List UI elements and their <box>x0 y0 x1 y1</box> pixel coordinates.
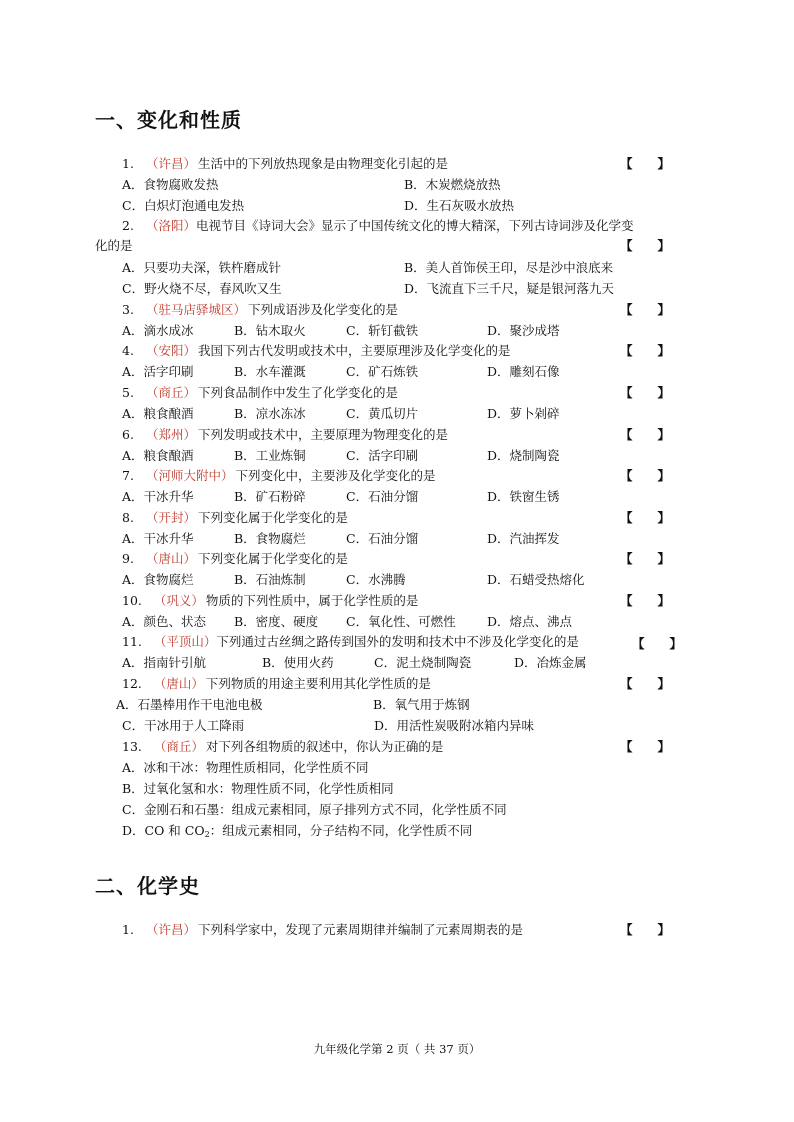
option-c: C．斩钉截铁 <box>346 323 419 338</box>
question-text-continued: 化的是 <box>95 238 133 253</box>
option-b: B．密度、硬度 <box>234 614 319 629</box>
option-a: A．活字印刷 <box>122 364 194 379</box>
question-text: 下列通过古丝绸之路传到国外的发明和技术中不涉及化学变化的是 <box>216 634 579 649</box>
question-source: （许昌） <box>145 156 196 171</box>
answer-bracket: 【 】 <box>619 302 670 317</box>
question-source: （平顶山） <box>153 634 217 649</box>
question-text: 对下列各组物质的叙述中，你认为正确的是 <box>205 739 444 754</box>
option-c: C．水沸腾 <box>346 572 406 587</box>
question-6 <box>122 427 670 443</box>
question-8 <box>122 510 670 526</box>
option-d: D．雕刻石像 <box>487 364 560 379</box>
question-7 <box>122 468 670 484</box>
question-number: 3. <box>122 302 134 317</box>
question-text: 下列变化属于化学变化的是 <box>197 551 348 566</box>
option-b: B．美人首饰侯王印，尽是沙中浪底来 <box>404 260 614 275</box>
option-d: D．聚沙成塔 <box>487 323 560 338</box>
options-row <box>122 406 560 422</box>
option-b: B．木炭燃烧放热 <box>404 177 501 192</box>
question-text: 电视节目《诗词大会》显示了中国传统文化的博大精深，下列古诗词涉及化学变 <box>195 218 634 233</box>
option-b: B．石油炼制 <box>234 572 306 587</box>
option-d-text: D．CO 和 CO <box>122 823 205 838</box>
option-a: A．食物腐烂 <box>122 572 194 587</box>
question-number: 1. <box>122 922 134 937</box>
option-d-text-rest: ：组成元素相同，分子结构不同，化学性质不同 <box>209 823 473 838</box>
option-b: B．水车灌溉 <box>234 364 306 379</box>
option-a: A．粮食酿酒 <box>122 406 194 421</box>
question-number: 5. <box>122 385 134 400</box>
option-c: C．泥土烧制陶瓷 <box>374 655 472 670</box>
option-d: D．石蜡受热熔化 <box>487 572 585 587</box>
option-b: B．过氧化氢和水：物理性质不同，化学性质相同 <box>122 781 394 796</box>
question-text: 下列物质的用途主要利用其化学性质的是 <box>205 676 431 691</box>
question-2 <box>122 218 633 234</box>
question-text: 我国下列古代发明或技术中，主要原理涉及化学变化的是 <box>197 343 511 358</box>
question-number: 9. <box>122 551 134 566</box>
options-row <box>122 655 587 671</box>
option-a: A．粮食酿酒 <box>122 448 194 463</box>
options-row <box>122 281 614 297</box>
option-c: C．金刚石和石墨：组成元素相同，原子排列方式不同，化学性质不同 <box>122 802 507 817</box>
question-9 <box>122 551 670 567</box>
option-b: B．钻木取火 <box>234 323 306 338</box>
option-c: C．石油分馏 <box>346 531 419 546</box>
option-d: D．汽油挥发 <box>487 531 560 546</box>
question-text: 下列成语涉及化学变化的是 <box>247 302 398 317</box>
question-source: （开封） <box>145 510 196 525</box>
question-text: 下列食品制作中发生了化学变化的是 <box>197 385 398 400</box>
options-row <box>122 177 501 193</box>
options-row <box>122 489 560 505</box>
answer-bracket: 【 】 <box>619 676 670 691</box>
option-a: A．冰和干冰：物理性质相同，化学性质不同 <box>122 760 369 775</box>
answer-bracket: 【 】 <box>632 636 683 651</box>
option-a: A．只要功夫深，铁杵磨成针 <box>122 260 282 275</box>
option-c: C．黄瓜切片 <box>346 406 419 421</box>
answer-bracket: 【 】 <box>619 922 670 937</box>
option-d: D．冶炼金属 <box>514 655 587 670</box>
question-source: （驻马店驿城区） <box>145 302 246 317</box>
question-1 <box>122 156 670 172</box>
option-a: A．干冰升华 <box>122 489 194 504</box>
option-c: C．石油分馏 <box>346 489 419 504</box>
answer-bracket: 【 】 <box>619 510 670 525</box>
option-d: D．飞流直下三千尺，疑是银河落九天 <box>404 281 615 296</box>
option-b: B．食物腐烂 <box>234 531 306 546</box>
answer-bracket: 【 】 <box>619 156 670 171</box>
section-title-change-property: 一、变化和性质 <box>95 108 242 132</box>
options-row <box>122 572 585 588</box>
option-d: D．生石灰吸水放热 <box>404 198 515 213</box>
option-b: B．凉水冻冰 <box>234 406 306 421</box>
question-number: 12. <box>122 676 142 691</box>
question-source: （唐山） <box>153 676 204 691</box>
answer-bracket: 【 】 <box>619 593 670 608</box>
question-source: （巩义） <box>153 593 204 608</box>
option-d: D．用活性炭吸附冰箱内异味 <box>374 718 535 733</box>
question-12 <box>122 676 670 692</box>
option-a: A．干冰升华 <box>122 531 194 546</box>
option-c: C．野火烧不尽，春风吹又生 <box>122 281 282 296</box>
question-number: 4. <box>122 343 134 358</box>
options-row <box>122 198 514 214</box>
question-5 <box>122 385 670 401</box>
question-number: 2. <box>122 218 134 233</box>
question-4 <box>122 343 670 359</box>
question-number: 7. <box>122 468 134 483</box>
options-row <box>122 323 560 339</box>
option-d <box>122 823 472 843</box>
answer-bracket: 【 】 <box>619 468 670 483</box>
option-c: C．干冰用于人工降雨 <box>122 718 245 733</box>
option-a: A．指南针引航 <box>122 655 207 670</box>
options-row <box>122 364 560 380</box>
answer-bracket: 【 】 <box>619 385 670 400</box>
question-text: 下列发明或技术中，主要原理为物理变化的是 <box>197 427 448 442</box>
option-a: A．滴水成冰 <box>122 323 194 338</box>
history-question-1 <box>122 922 670 938</box>
option-c: C．氧化性、可燃性 <box>346 614 456 629</box>
options-row <box>122 718 534 734</box>
options-row <box>122 614 572 630</box>
question-number: 8. <box>122 510 134 525</box>
question-source: （洛阳） <box>145 218 196 233</box>
question-number: 13. <box>122 739 142 754</box>
question-source: （商丘） <box>145 385 196 400</box>
answer-bracket: 【 】 <box>619 551 670 566</box>
question-text: 物质的下列性质中，属于化学性质的是 <box>205 593 419 608</box>
question-text: 下列变化属于化学变化的是 <box>197 510 348 525</box>
question-source: （河师大附中） <box>145 468 234 483</box>
question-source: （郑州） <box>145 427 196 442</box>
question-number: 10. <box>122 593 142 608</box>
option-d: D．萝卜剁碎 <box>487 406 560 421</box>
options-row <box>122 448 560 464</box>
options-row <box>116 697 470 713</box>
option-b: B．使用火药 <box>262 655 334 670</box>
question-13 <box>122 739 670 755</box>
option-b: B．氧气用于炼钢 <box>373 697 470 712</box>
options-row <box>122 531 560 547</box>
answer-bracket: 【 】 <box>619 343 670 358</box>
question-10 <box>122 593 670 609</box>
question-2-continued <box>95 238 670 254</box>
question-number: 11. <box>122 634 142 649</box>
option-d: D．烧制陶瓷 <box>487 448 560 463</box>
option-a: A．食物腐败发热 <box>122 177 219 192</box>
question-source: （商丘） <box>153 739 204 754</box>
option-c: C．白炽灯泡通电发热 <box>122 198 245 213</box>
answer-bracket: 【 】 <box>619 427 670 442</box>
option-a: A．石墨棒用作干电池电极 <box>116 697 263 712</box>
option-c: C．矿石炼铁 <box>346 364 419 379</box>
section-title-chemistry-history: 二、化学史 <box>95 874 200 898</box>
question-text: 生活中的下列放热现象是由物理变化引起的是 <box>197 156 448 171</box>
subscript: 2 <box>204 830 210 839</box>
option-b: B．工业炼铜 <box>234 448 306 463</box>
question-source: （唐山） <box>145 551 196 566</box>
question-3 <box>122 302 670 318</box>
option-a: A．颜色、状态 <box>122 614 207 629</box>
question-text: 下列变化中，主要涉及化学变化的是 <box>235 468 436 483</box>
question-text: 下列科学家中，发现了元素周期律并编制了元素周期表的是 <box>197 922 523 937</box>
question-11 <box>122 634 579 650</box>
answer-bracket: 【 】 <box>619 739 670 754</box>
page-footer: 九年级化学第 2 页（ 共 37 页） <box>313 1042 481 1056</box>
option-b: B．矿石粉碎 <box>234 489 306 504</box>
options-row <box>122 260 613 276</box>
question-source: （安阳） <box>145 343 196 358</box>
option-d: D．铁窗生锈 <box>487 489 560 504</box>
option-c: C．活字印刷 <box>346 448 419 463</box>
answer-bracket: 【 】 <box>619 238 670 253</box>
question-source: （许昌） <box>145 922 196 937</box>
question-number: 6. <box>122 427 134 442</box>
option-d: D．熔点、沸点 <box>487 614 573 629</box>
question-number: 1. <box>122 156 134 171</box>
